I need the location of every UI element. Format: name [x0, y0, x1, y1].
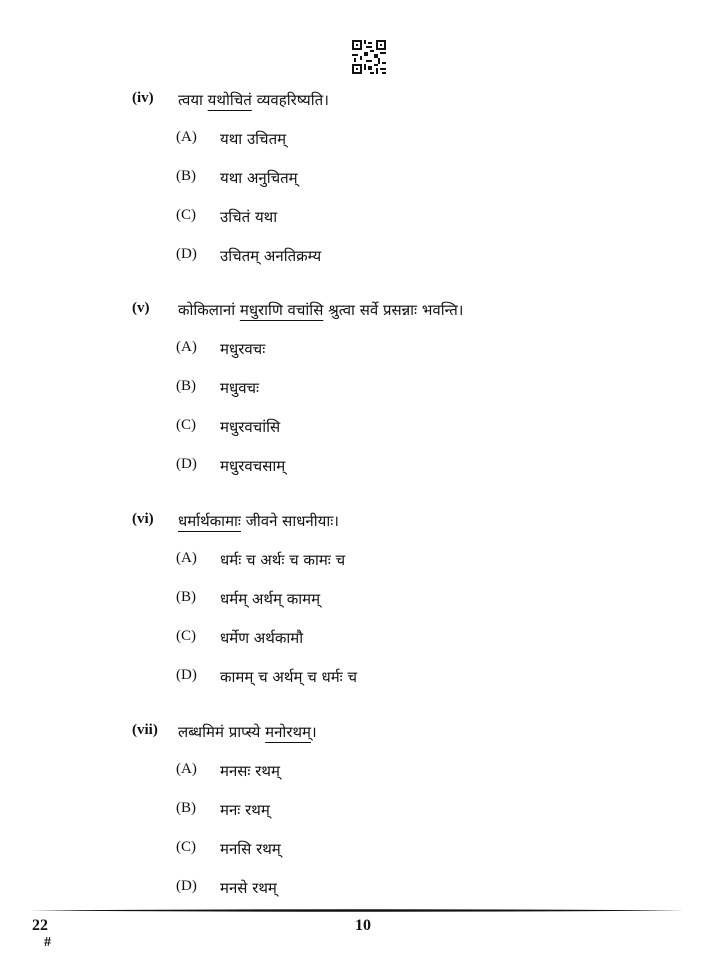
option-label: (C): [176, 839, 196, 855]
underlined-phrase: धर्मार्थकामाः: [178, 512, 241, 530]
option-label: (D): [176, 246, 197, 262]
question-text: [178, 511, 339, 531]
option-label: (C): [176, 417, 196, 433]
qr-code-icon: [352, 40, 386, 74]
underlined-phrase: यथोचितं: [207, 91, 252, 109]
option-label: (A): [176, 550, 197, 566]
hash-mark: #: [44, 935, 51, 950]
question-number: (iv): [132, 90, 154, 106]
option-text: धर्मः च अर्थः च कामः च: [220, 551, 346, 569]
underlined-phrase: मनोरथम्: [265, 723, 312, 741]
option-text: मधुरवचांसि: [220, 418, 281, 436]
option-text: यथा अनुचितम्: [220, 169, 298, 187]
option-label: (B): [176, 168, 196, 184]
option-label: (C): [176, 207, 196, 223]
option-label: (B): [176, 378, 196, 394]
option-text: मनसे रथम्: [220, 879, 277, 897]
question-text-after: जीवने साधनीयाः।: [240, 512, 339, 530]
question-text: [178, 300, 463, 320]
footer-divider: [30, 909, 684, 912]
option-text: मनसि रथम्: [220, 840, 281, 858]
option-label: (D): [176, 456, 197, 472]
option-text: उचितम् अनतिक्रम्य: [220, 247, 322, 265]
option-text: मनः रथम्: [220, 801, 270, 819]
question-number: (vii): [132, 722, 158, 738]
option-label: (A): [176, 761, 197, 777]
option-label: (C): [176, 628, 196, 644]
option-text: मधुवचः: [220, 379, 260, 397]
page-code: 22: [32, 917, 48, 934]
question-text-before: कोकिलानां: [178, 301, 240, 319]
option-text: कामम् च अर्थम् च धर्मः च: [220, 668, 358, 686]
question-text-before: त्वया: [178, 91, 208, 109]
question-text: [178, 90, 329, 110]
question-text-before: लब्धमिमं प्राप्स्ये: [178, 723, 266, 741]
option-label: (B): [176, 800, 196, 816]
question-number: (vi): [132, 511, 154, 527]
question-number: (v): [132, 300, 150, 316]
option-text: मनसः रथम्: [220, 762, 280, 780]
option-label: (A): [176, 129, 197, 145]
option-label: (B): [176, 589, 196, 605]
option-text: उचितं यथा: [220, 208, 278, 226]
question-text-after: ।: [311, 723, 317, 741]
question-text-after: व्यवहरिष्यति।: [251, 91, 329, 109]
underlined-phrase: मधुराणि वचांसि: [239, 301, 324, 319]
question-text: [178, 722, 317, 742]
option-text: यथा उचितम्: [220, 130, 287, 148]
page-number: 10: [355, 917, 371, 934]
option-text: धर्मम् अर्थम् कामम्: [220, 590, 321, 608]
option-text: धर्मेण अर्थकामौ: [220, 629, 304, 647]
question-text-after: श्रुत्वा सर्वे प्रसन्नाः भवन्ति।: [323, 301, 464, 319]
option-label: (D): [176, 667, 197, 683]
option-label: (A): [176, 339, 197, 355]
option-label: (D): [176, 878, 197, 894]
option-text: मधुरवचः: [220, 340, 266, 358]
option-text: मधुरवचसाम्: [220, 457, 286, 475]
